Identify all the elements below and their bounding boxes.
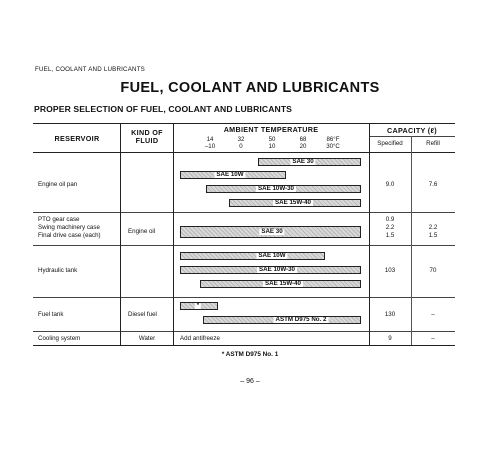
label-hydraulic-sae-10w: SAE 10W	[258, 252, 286, 259]
fluid-water: Water	[138, 335, 156, 342]
bar-hydraulic-sae-10w	[180, 252, 325, 260]
spec-swing-machinery-case: 2.2	[385, 224, 395, 231]
refill-swing-machinery-case: 2.2	[428, 224, 438, 231]
label-hydraulic-sae-10w-30: SAE 10W-30	[259, 266, 295, 273]
label-fuel-astm-no1: *	[196, 302, 200, 309]
refill-cooling-system: –	[431, 335, 435, 342]
label-gear-sae-30: SAE 30	[261, 228, 283, 235]
col-rule-ambient	[369, 123, 370, 345]
spec-fuel-tank: 130	[384, 311, 396, 318]
col-rule-reservoir	[120, 123, 121, 345]
capacity-sub-rule	[369, 136, 455, 137]
reservoir-fuel-tank: Fuel tank	[38, 311, 64, 318]
page-title: FUEL, COOLANT AND LUBRICANTS	[120, 80, 380, 96]
footnote: * ASTM D975 No. 1	[221, 351, 279, 358]
header-bottom-rule	[33, 152, 455, 153]
label-engine-sae-10w: SAE 10W	[216, 171, 244, 178]
spec-pto-gear-case: 0.9	[385, 216, 395, 223]
spec-final-drive-case: 1.5	[385, 232, 395, 239]
col-rule-capacity	[411, 136, 412, 345]
col-rule-fluid	[173, 123, 174, 345]
label-engine-sae-15w-40: SAE 15W-40	[275, 199, 311, 206]
row-rule-1	[33, 212, 455, 213]
reservoir-final-drive-case: Final drive case (each)	[38, 232, 101, 239]
reservoir-pto-gear-case: PTO gear case	[38, 216, 80, 223]
reservoir-cooling-system: Cooling system	[38, 335, 81, 342]
label-fuel-astm-no2: ASTM D975 No. 2	[275, 316, 327, 323]
header-kind-of-fluid-2: FLUID	[135, 136, 159, 145]
refill-fuel-tank: –	[431, 311, 435, 318]
refill-final-drive-case: 1.5	[428, 232, 438, 239]
table-top-rule	[33, 123, 455, 124]
row-rule-2	[33, 245, 455, 246]
header-specified: Specified	[377, 140, 403, 147]
reservoir-swing-machinery-case: Swing machinery case	[38, 224, 100, 231]
temp-tick-3: 50 10	[268, 136, 276, 151]
page-number: – 96 –	[240, 378, 260, 385]
spec-engine-oil-pan: 9.0	[385, 181, 395, 188]
label-engine-sae-30: SAE 30	[292, 158, 314, 165]
refill-engine-oil-pan: 7.6	[428, 181, 438, 188]
refill-hydraulic-tank: 70	[429, 267, 437, 274]
reservoir-engine-oil-pan: Engine oil pan	[38, 181, 78, 188]
temp-tick-4: 68 20	[299, 136, 307, 151]
table-bottom-rule	[33, 345, 455, 346]
ambient-add-antifreeze: Add antifreeze	[180, 335, 220, 342]
running-header: FUEL, COOLANT AND LUBRICANTS	[35, 66, 146, 73]
section-subtitle: PROPER SELECTION OF FUEL, COOLANT AND LUBRICANTS	[34, 104, 292, 114]
row-rule-3	[33, 297, 455, 298]
header-ambient-temperature: AMBIENT TEMPERATURE	[223, 125, 319, 134]
reservoir-hydraulic-tank: Hydraulic tank	[38, 267, 78, 274]
row-rule-4	[33, 331, 455, 332]
label-engine-sae-10w-30: SAE 10W-30	[258, 185, 294, 192]
temp-tick-5: 86°F 30°C	[326, 136, 340, 151]
header-reservoir: RESERVOIR	[54, 134, 100, 143]
spec-hydraulic-tank: 103	[384, 267, 396, 274]
header-capacity: CAPACITY (ℓ)	[387, 126, 437, 135]
fluid-diesel-fuel: Diesel fuel	[128, 311, 157, 318]
temp-tick-1: 14 –10	[204, 136, 216, 151]
header-refill: Refill	[426, 140, 440, 147]
temp-tick-2: 32 0	[237, 136, 245, 151]
label-hydraulic-sae-15w-40: SAE 15W-40	[265, 280, 301, 287]
header-kind-of-fluid-1: KIND OF	[131, 128, 163, 137]
spec-cooling-system: 9	[388, 335, 392, 342]
fluid-engine-oil: Engine oil	[128, 228, 156, 235]
